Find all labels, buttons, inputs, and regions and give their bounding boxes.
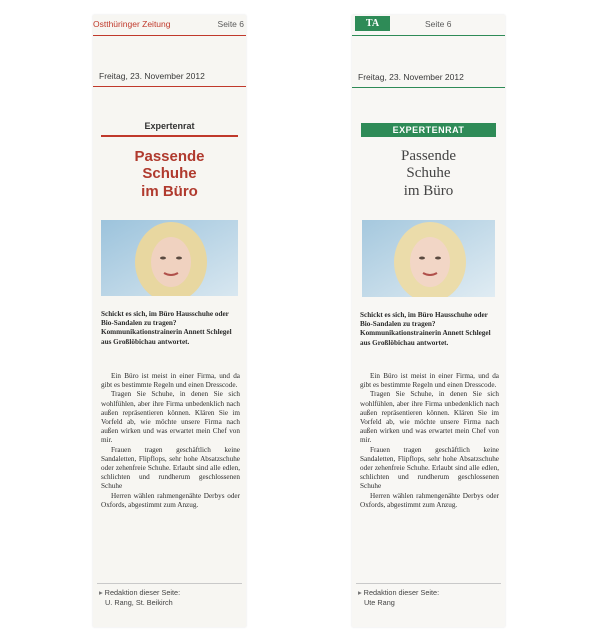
body-paragraph: Ein Büro ist meist in einer Firma, und da gibt es bestimmte Regeln und einen Dresscode. xyxy=(101,372,240,390)
portrait-photo xyxy=(101,220,238,296)
masthead-divider xyxy=(93,35,246,36)
triangle-bullet-icon: ▸ xyxy=(358,588,362,597)
page-number: Seite 6 xyxy=(425,19,452,29)
body-paragraph: Herren wählen rahmengenähte Derbys oder Oxfords, abgestimmt zum Anzug. xyxy=(101,491,240,509)
editorial-credit xyxy=(358,588,501,608)
portrait-photo xyxy=(362,220,495,297)
article-headline xyxy=(356,148,501,200)
credit-label: Redaktion dieser Seite: xyxy=(363,588,440,597)
newspaper-name: Ostthüringer Zeitung xyxy=(93,19,171,29)
section-kicker: EXPERTENRAT xyxy=(361,123,496,137)
article-body xyxy=(360,372,499,510)
article-lead xyxy=(101,310,240,347)
headline-line: Schuhe xyxy=(142,165,197,183)
portrait-photo-image xyxy=(101,220,238,296)
credit-label: Redaktion dieser Seite: xyxy=(104,588,181,597)
date-divider xyxy=(352,87,505,88)
article-headline xyxy=(97,148,242,200)
body-paragraph: Tragen Sie Schuhe, in denen Sie sich wohlfühlen, aber ihre Firma unbedenklich nach außen repräsentieren können. Klären Sie im Vorfeld ab, wie möchte unsere Firma nach außen wirken und was erwartet mein Chef von mir. xyxy=(101,390,240,445)
portrait-photo-image xyxy=(362,220,495,297)
credit-divider xyxy=(356,583,501,584)
issue-date: Freitag, 23. November 2012 xyxy=(99,71,205,81)
headline-line: im Büro xyxy=(141,182,198,200)
body-paragraph: Frauen tragen geschäftlich keine Sandaletten, Flipflops, sehr hohe Absatzschuhe oder zehenfreie Schuhe. Erlaubt sind alle edlen, schlichten und rundherum geschlossenen Schuhe xyxy=(360,445,499,491)
article-body xyxy=(101,372,240,510)
lead-question: Schickt es sich, im Büro Hausschuhe oder Bio-Sandalen zu tragen? xyxy=(360,311,488,329)
headline-line: Schuhe xyxy=(406,165,451,182)
credit-name: Ute Rang xyxy=(364,598,395,607)
body-paragraph: Frauen tragen geschäftlich keine Sandaletten, Flipflops, sehr hohe Absatzschuhe oder zehenfreie Schuhe. Erlaubt sind alle edlen, schlichten und rundherum geschlossenen Schuhe xyxy=(101,445,240,491)
article-lead xyxy=(360,311,499,348)
page-number: Seite 6 xyxy=(217,19,244,29)
body-paragraph: Tragen Sie Schuhe, in denen Sie sich wohlfühlen, aber ihre Firma unbedenklich nach außen repräsentieren können. Klären Sie im Vorfeld ab, wie möchte unsere Firma nach außen wirken und was erwartet mein Chef von mir. xyxy=(360,390,499,445)
masthead xyxy=(352,15,505,45)
masthead-divider xyxy=(352,35,505,36)
lead-expert: Kommunikationstrainerin Annett Schlegel aus Großlöbichau antwortet. xyxy=(101,328,232,346)
lead-question: Schickt es sich, im Büro Hausschuhe oder Bio-Sandalen zu tragen? xyxy=(101,310,229,328)
headline-line: Passende xyxy=(134,148,205,165)
headline-line: Passende xyxy=(401,148,456,164)
ta-logo: TA xyxy=(355,16,390,31)
credit-divider xyxy=(97,583,242,584)
date-divider xyxy=(93,86,246,87)
headline-line: im Büro xyxy=(403,182,454,199)
body-paragraph: Ein Büro ist meist in einer Firma, und da gibt es bestimmte Regeln und einen Dresscode. xyxy=(360,372,499,390)
editorial-credit xyxy=(99,588,242,608)
triangle-bullet-icon: ▸ xyxy=(99,588,103,597)
newspaper-clipping-ta xyxy=(352,15,505,627)
masthead xyxy=(93,15,246,45)
issue-date: Freitag, 23. November 2012 xyxy=(358,72,464,82)
lead-expert: Kommunikationstrainerin Annett Schlegel aus Großlöbichau antwortet. xyxy=(360,329,491,347)
section-kicker: Expertenrat xyxy=(144,121,195,131)
kicker-underline xyxy=(101,135,238,137)
credit-name: U. Rang, St. Beikirch xyxy=(105,598,173,607)
body-paragraph: Herren wählen rahmengenähte Derbys oder Oxfords, abgestimmt zum Anzug. xyxy=(360,491,499,509)
newspaper-clipping-otz xyxy=(93,15,246,627)
